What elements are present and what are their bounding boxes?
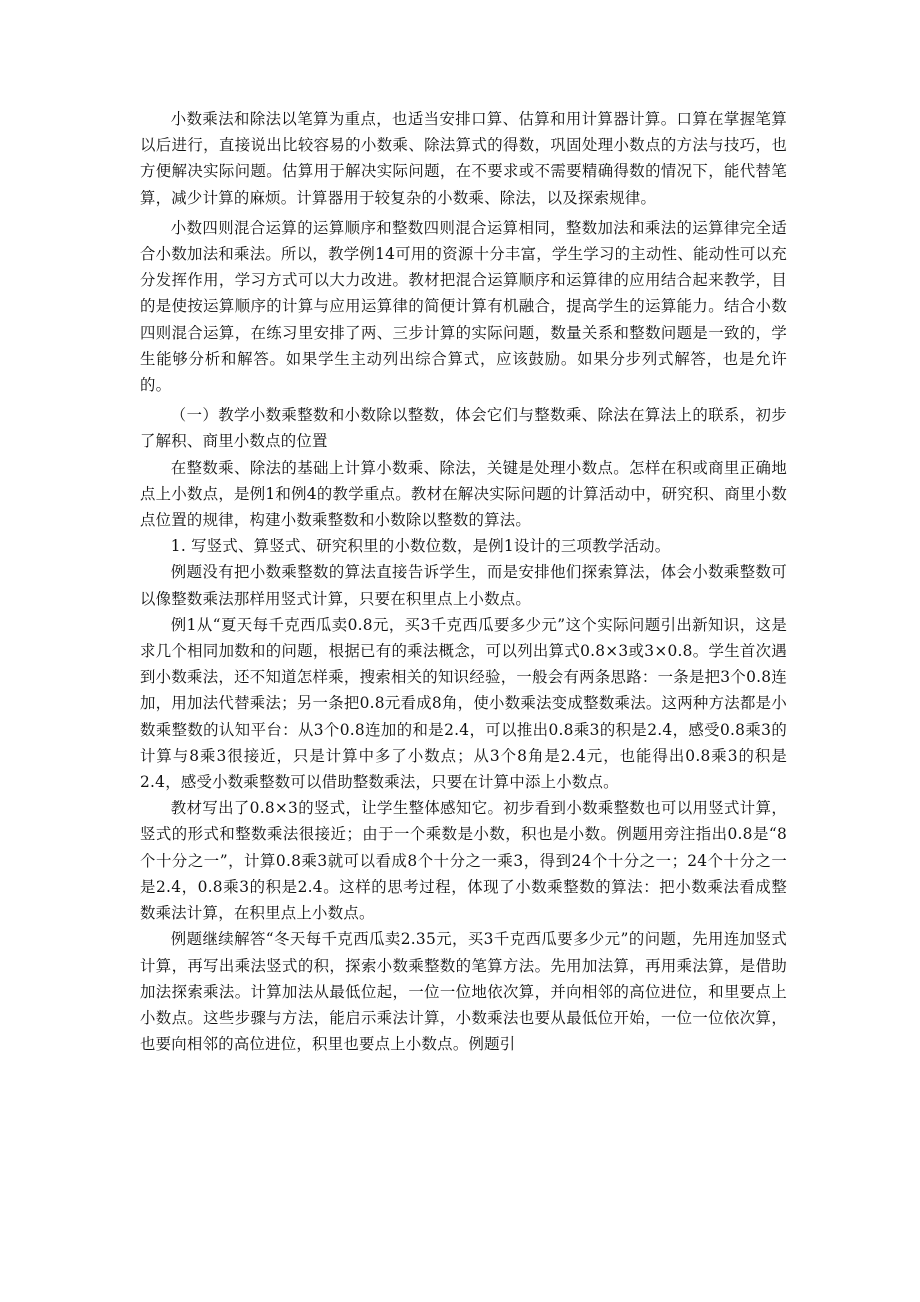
paragraph-6: 例1从“夏天每千克西瓜卖0.8元，买3千克西瓜要多少元”这个实际问题引出新知识，这是求几个相同加数和的问题，根据已有的乘法概念，可以列出算式0.8×3或3×0.8。学生首次遇到小数乘法，还不知道怎样乘，搜索相关的知识经验，一般会有两条思路：一条是把3个0.8连加，用加法代替乘法；另一条把0.8元看成8角，使小数乘法变成整数乘法。这两种方法都是小数乘整数的认知平台：从3个0.8连加的和是2.4，可以推出0.8乘3的积是2.4，感受0.8乘3的计算与8乘3很接近，只是计算中多了小数点；从3个8角是2.4元，也能得出0.8乘3的积是2.4，感受小数乘整数可以借助整数乘法，只要在计算中添上小数点。 [140,615,787,792]
paragraph-7: 教材写出了0.8×3的竖式，让学生整体感知它。初步看到小数乘整数也可以用竖式计算，竖式的形式和整数乘法很接近；由于一个乘数是小数，积也是小数。例题用旁注指出0.8是“8个十分之一”，计算0.8乘3就可以看成8个十分之一乘3，得到24个十分之一；24个十分之一是2.4，0.8乘3的积是2.4。这样的思考过程，体现了小数乘整数的算法：把小数乘法看成整数乘法计算，在积里点上小数点。 [140,799,787,923]
section-heading: （一）教学小数乘整数和小数除以整数，体会它们与整数乘、除法在算法上的联系，初步了解积、商里小数点的位置 [140,406,787,451]
paragraph-1: 小数乘法和除法以笔算为重点，也适当安排口算、估算和用计算器计算。口算在掌握笔算以后进行，直接说出比较容易的小数乘、除法算式的得数，巩固处理小数点的方法与技巧，也方便解决实际问题。估算用于解决实际问题，在不要求或不需要精确得数的情况下，能代替笔算，减少计算的麻烦。计算器用于较复杂的小数乘、除法，以及探索规律。 [140,110,787,207]
paragraph-2: 小数四则混合运算的运算顺序和整数四则混合运算相同，整数加法和乘法的运算律完全适合小数加法和乘法。所以，教学例14可用的资源十分丰富，学生学习的主动性、能动性可以充分发挥作用，学习方式可以大力改进。教材把混合运算顺序和运算律的应用结合起来教学，目的是使按运算顺序的计算与应用运算律的简便计算有机融合，提高学生的运算能力。结合小数四则混合运算，在练习里安排了两、三步计算的实际问题，数量关系和整数问题是一致的，学生能够分析和解答。如果学生主动列出综合算式，应该鼓励。如果分步列式解答，也是允许的。 [140,218,787,395]
paragraph-8: 例题继续解答“冬天每千克西瓜卖2.35元，买3千克西瓜要多少元”的问题，先用连加竖式计算，再写出乘法竖式的积，探索小数乘整数的笔算方法。先用加法算，再用乘法算，是借助加法探索乘法。计算加法从最低位起，一位一位地依次算，并向相邻的高位进位，和里要点上小数点。这些步骤与方法，能启示乘法计算，小数乘法也要从最低位开始，一位一位依次算，也要向相邻的高位进位，积里也要点上小数点。例题引 [140,930,787,1054]
paragraph-5: 例题没有把小数乘整数的算法直接告诉学生，而是安排他们探索算法，体会小数乘整数可以像整数乘法那样用竖式计算，只要在积里点上小数点。 [140,563,787,608]
paragraph-3: 在整数乘、除法的基础上计算小数乘、除法，关键是处理小数点。怎样在积或商里正确地点上小数点，是例1和例4的教学重点。教材在解决实际问题的计算活动中，研究积、商里小数点位置的规律，构建小数乘整数和小数除以整数的算法。 [140,458,787,530]
paragraph-4: 1. 写竖式、算竖式、研究积里的小数位数，是例1设计的三项教学活动。 [170,537,671,556]
document-body [140,106,787,1057]
